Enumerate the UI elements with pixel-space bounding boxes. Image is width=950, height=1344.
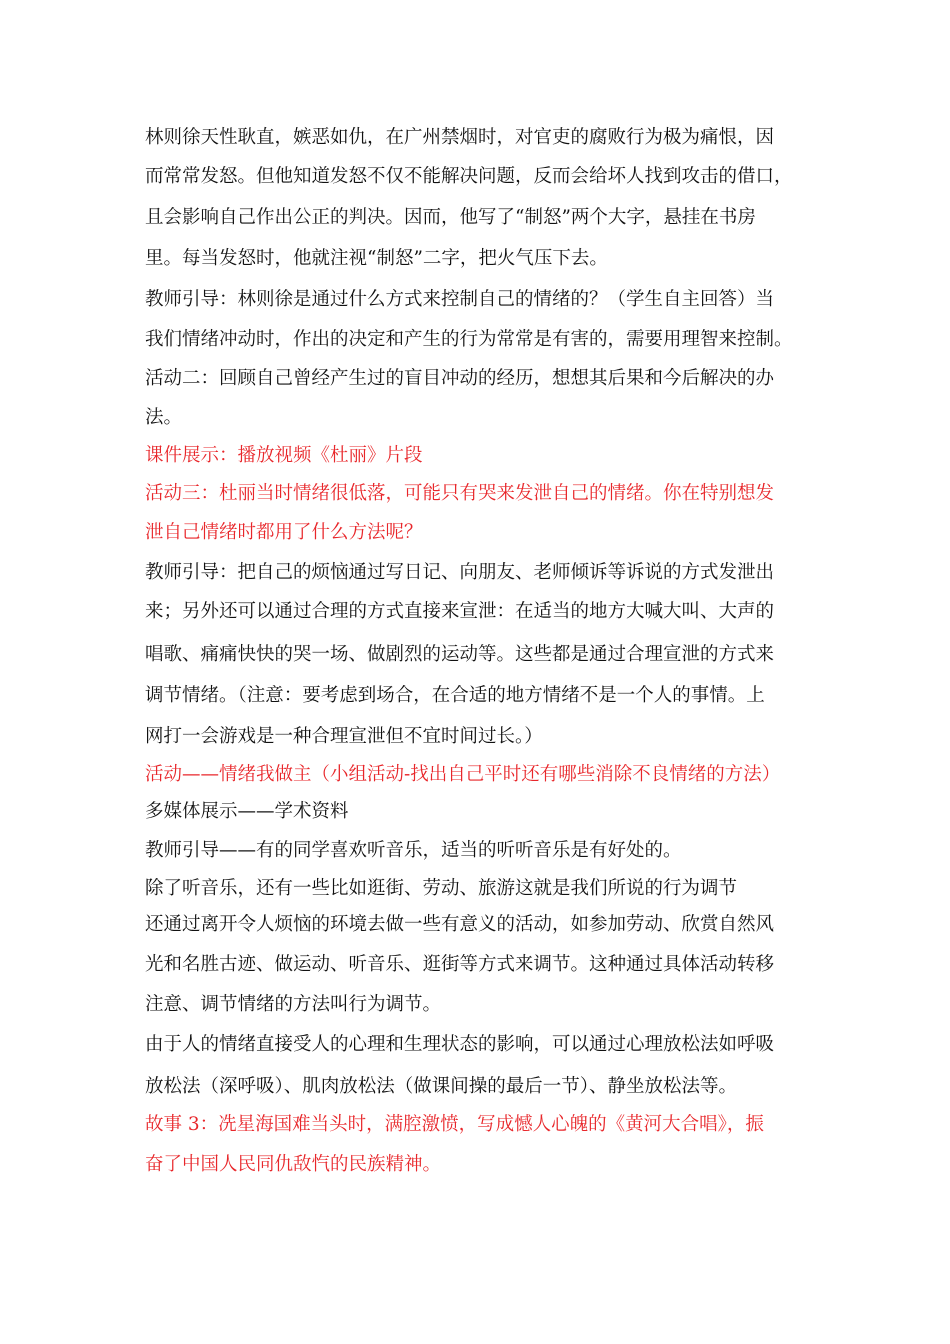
- text-line-7: 活动二：回顾自己曾经产生过的盲目冲动的经历，想想其后果和今后解决的办: [145, 368, 775, 389]
- text-line-22: 光和名胜古迹、做运动、听音乐、逛街等方式来调节。这种通过具体活动转移: [145, 954, 775, 975]
- text-line-23: 注意、调节情绪的方法叫行为调节。: [145, 994, 442, 1015]
- multimedia-heading: 多媒体展示——学术资料: [145, 801, 349, 822]
- activity-heading: 活动——情绪我做主（小组活动-找出自己平时还有哪些消除不良情绪的方法）: [145, 764, 781, 785]
- text-line-25: 放松法（深呼吸）、肌肉放松法（做课间操的最后一节）、静坐放松法等。: [145, 1076, 738, 1097]
- text-line-8: 法。: [145, 407, 183, 428]
- story-three-line-2: 奋了中国人民同仇敌忾的民族精神。: [145, 1154, 442, 1175]
- text-line-12: 教师引导：把自己的烦恼通过写日记、向朋友、老师倾诉等诉说的方式发泄出: [145, 562, 775, 583]
- text-line-2: 而常常发怒。但他知道发怒不仅不能解决问题，反而会给坏人找到攻击的借口，: [145, 166, 793, 187]
- text-line-24: 由于人的情绪直接受人的心理和生理状态的影响，可以通过心理放松法如呼吸: [145, 1034, 775, 1055]
- activity-three-line-1: 活动三：杜丽当时情绪很低落，可能只有哭来发泄自己的情绪。你在特别想发: [145, 483, 775, 504]
- text-line-5: 教师引导：林则徐是通过什么方式来控制自己的情绪的？（学生自主回答）当: [145, 289, 775, 310]
- story-three-line-1: 故事 3：冼星海国难当头时，满腔激愤，写成憾人心魄的《黄河大合唱》，振: [145, 1114, 764, 1135]
- text-line-20: 除了听音乐，还有一些比如逛街、劳动、旅游这就是我们所说的行为调节: [145, 878, 738, 899]
- text-line-16: 网打一会游戏是一种合理宣泄但不宜时间过长。）: [145, 726, 543, 747]
- text-line-4: 里。每当发怒时，他就注视“制怒”二字，把火气压下去。: [145, 248, 608, 269]
- courseware-heading: 课件展示：播放视频《杜丽》片段: [145, 445, 423, 466]
- text-line-1: 林则徐天性耿直，嫉恶如仇，在广州禁烟时，对官吏的腐败行为极为痛恨，因: [145, 127, 775, 148]
- text-line-21: 还通过离开令人烦恼的环境去做一些有意义的活动，如参加劳动、欣赏自然风: [145, 914, 775, 935]
- text-line-19: 教师引导——有的同学喜欢听音乐，适当的听听音乐是有好处的。: [145, 840, 682, 861]
- text-line-15: 调节情绪。（注意：要考虑到场合，在合适的地方情绪不是一个人的事情。上: [145, 685, 765, 706]
- text-line-6: 我们情绪冲动时，作出的决定和产生的行为常常是有害的，需要用理智来控制。: [145, 329, 793, 350]
- activity-three-line-2: 泄自己情绪时都用了什么方法呢？: [145, 522, 423, 543]
- text-line-14: 唱歌、痛痛快快的哭一场、做剧烈的运动等。这些都是通过合理宣泄的方式来: [145, 644, 775, 665]
- text-line-13: 来；另外还可以通过合理的方式直接来宣泄：在适当的地方大喊大叫、大声的: [145, 601, 775, 622]
- text-line-3: 且会影响自己作出公正的判决。因而，他写了“制怒”两个大字，悬挂在书房: [145, 207, 756, 228]
